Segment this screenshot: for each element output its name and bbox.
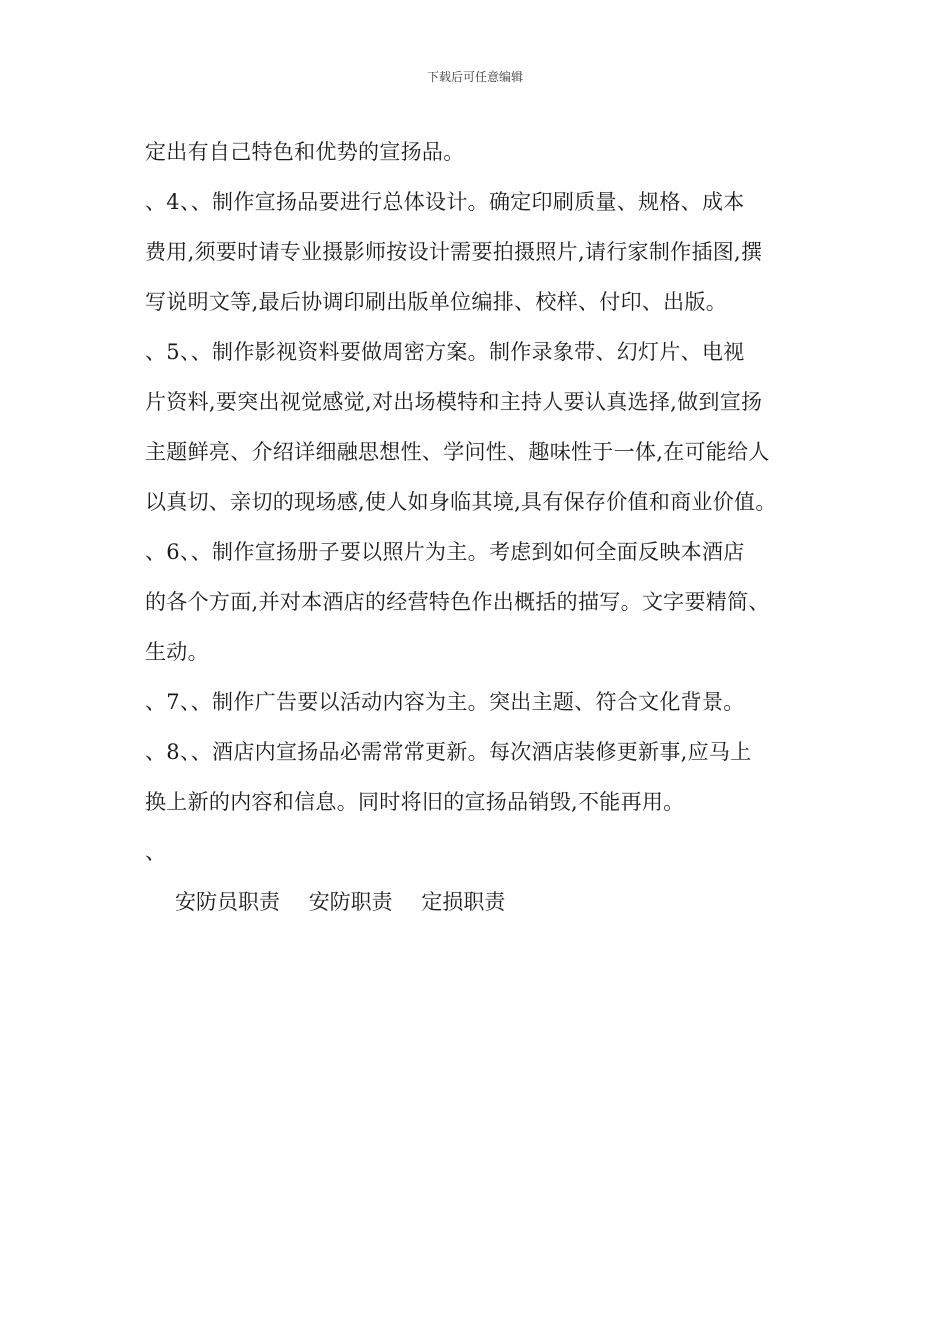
- body-line: 费用,须要时请专业摄影师按设计需要拍摄照片,请行家制作插图,撰: [145, 240, 763, 264]
- related-links: [145, 877, 815, 927]
- body-line: 的各个方面,并对本酒店的经营特色作出概括的描写。文字要精简、: [145, 590, 770, 614]
- body-line: 写说明文等,最后协调印刷出版单位编排、校样、付印、出版。: [145, 290, 728, 314]
- body-line: 、4、、制作宣扬品要进行总体设计。确定印刷质量、规格、成本: [145, 190, 745, 214]
- body-line: 以真切、亲切的现场感,使人如身临其境,具有保存价值和商业价值。: [145, 490, 777, 514]
- body-line: 、8、、酒店内宣扬品必需常常更新。每次酒店装修更新事,应马上: [145, 740, 752, 764]
- related-link-security-duties[interactable]: 安防职责: [308, 890, 393, 914]
- body-line: 、6、、制作宣扬册子要以照片为主。考虑到如何全面反映本酒店: [145, 540, 745, 564]
- body-line: 生动。: [145, 640, 209, 664]
- body-line: 定出有自己特色和优势的宣扬品。: [145, 140, 465, 164]
- body-line: 、: [145, 840, 167, 864]
- body-line: 主题鲜亮、介绍详细融思想性、学问性、趣味性于一体,在可能给人: [145, 440, 770, 464]
- body-line: 换上新的内容和信息。同时将旧的宣扬品销毁,不能再用。: [145, 790, 685, 814]
- body-line: 片资料,要突出视觉感觉,对出场模特和主持人要认真选择,做到宣扬: [145, 390, 763, 414]
- related-link-security-staff-duties[interactable]: 安防员职责: [175, 890, 280, 914]
- body-line: 、5、、制作影视资料要做周密方案。制作录象带、幻灯片、电视: [145, 340, 745, 364]
- related-link-loss-assessment-duties[interactable]: 定损职责: [421, 890, 506, 914]
- page-header: 下载后可任意编辑: [426, 70, 523, 84]
- document-body: [145, 127, 815, 927]
- body-line: 、7、、制作广告要以活动内容为主。突出主题、符合文化背景。: [145, 690, 745, 714]
